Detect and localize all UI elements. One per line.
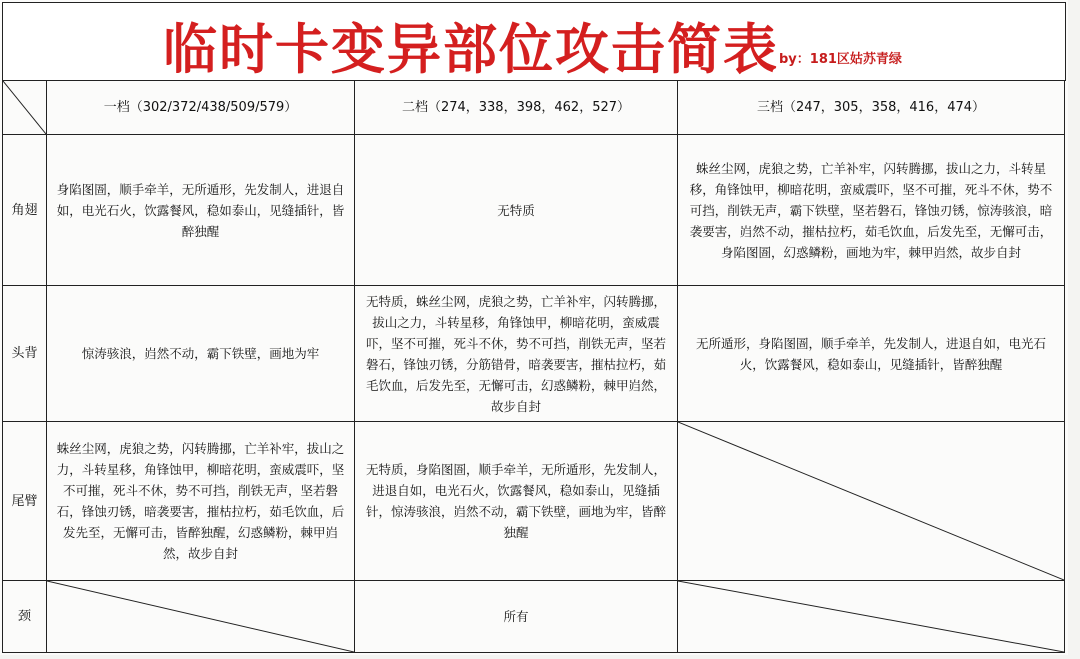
cell-tail-arm-tier1: 蛛丝尘网，虎狼之势，闪转腾挪，亡羊补牢，拔山之力，斗转星移，角锋蚀甲，柳暗花明，蛮威震吓，坚不可摧，死斗不休，势不可挡，削铁无声，坚若磐石，锋蚀刃锈，暗袭要害，摧枯拉朽，茹毛饮血，后发先至，无懈可击，皆醉独醒，幻惑鳞粉，棘甲岿然，故步自封 (47, 422, 355, 581)
table-row (3, 581, 1065, 653)
table-row (3, 422, 1065, 581)
author-byline: by：181区姑苏青绿 (779, 52, 902, 67)
corner-cell (3, 81, 47, 135)
row-header-horn-wing: 角翅 (3, 135, 47, 286)
cell-tail-arm-tier3-empty (678, 422, 1065, 581)
cell-horn-wing-tier2: 无特质 (355, 135, 678, 286)
row-header-tail-arm: 尾臂 (3, 422, 47, 581)
column-header-tier1: 一档（302/372/438/509/579） (47, 81, 355, 135)
header-row (3, 81, 1065, 135)
column-header-tier2: 二档（274，338，398，462，527） (355, 81, 678, 135)
column-header-tier3: 三档（247，305，358，416，474） (678, 81, 1065, 135)
cell-horn-wing-tier1: 身陷图圄，顺手牵羊，无所遁形，先发制人，进退自如，电光石火，饮露餐风，稳如泰山，见缝插针，皆醉独醒 (47, 135, 355, 286)
cell-head-back-tier2: 无特质，蛛丝尘网，虎狼之势，亡羊补牢，闪转腾挪，拔山之力，斗转星移，角锋蚀甲，柳暗花明，蛮威震吓，坚不可摧，死斗不休，势不可挡，削铁无声，坚若磐石，锋蚀刃锈，分筋错骨，暗袭要害，摧枯拉朽，茹毛饮血，后发先至，无懈可击，幻惑鳞粉，棘甲岿然，故步自封 (355, 286, 678, 422)
page-title: 临时卡变异部位攻击简表 (163, 18, 779, 81)
table-row (3, 135, 1065, 286)
cell-head-back-tier1: 惊涛骇浪，岿然不动，霸下铁壁，画地为牢 (47, 286, 355, 422)
cell-horn-wing-tier3: 蛛丝尘网，虎狼之势，亡羊补牢，闪转腾挪，拔山之力，斗转星移，角锋蚀甲，柳暗花明，蛮威震吓，坚不可摧，死斗不休，势不可挡，削铁无声，霸下铁壁，坚若磐石，锋蚀刃锈，惊涛骇浪，暗袭要害，岿然不动，摧枯拉朽，茹毛饮血，后发先至，无懈可击，身陷图圄，幻惑鳞粉，画地为牢，棘甲岿然，故步自封 (678, 135, 1065, 286)
table-row (3, 286, 1065, 422)
attack-table (2, 80, 1065, 653)
cell-neck-tier2: 所有 (355, 581, 678, 653)
cell-tail-arm-tier2: 无特质，身陷图圄，顺手牵羊，无所遁形，先发制人，进退自如，电光石火，饮露餐风，稳如泰山，见缝插针，惊涛骇浪，岿然不动，霸下铁壁，画地为牢，皆醉独醒 (355, 422, 678, 581)
title-row (2, 2, 1066, 81)
cell-head-back-tier3: 无所遁形，身陷图圄，顺手牵羊，先发制人，进退自如，电光石火，饮露餐风，稳如泰山，见缝插针，皆醉独醒 (678, 286, 1065, 422)
cell-neck-tier1-empty (47, 581, 355, 653)
row-header-neck: 颈 (3, 581, 47, 653)
row-header-head-back: 头背 (3, 286, 47, 422)
cell-neck-tier3-empty (678, 581, 1065, 653)
